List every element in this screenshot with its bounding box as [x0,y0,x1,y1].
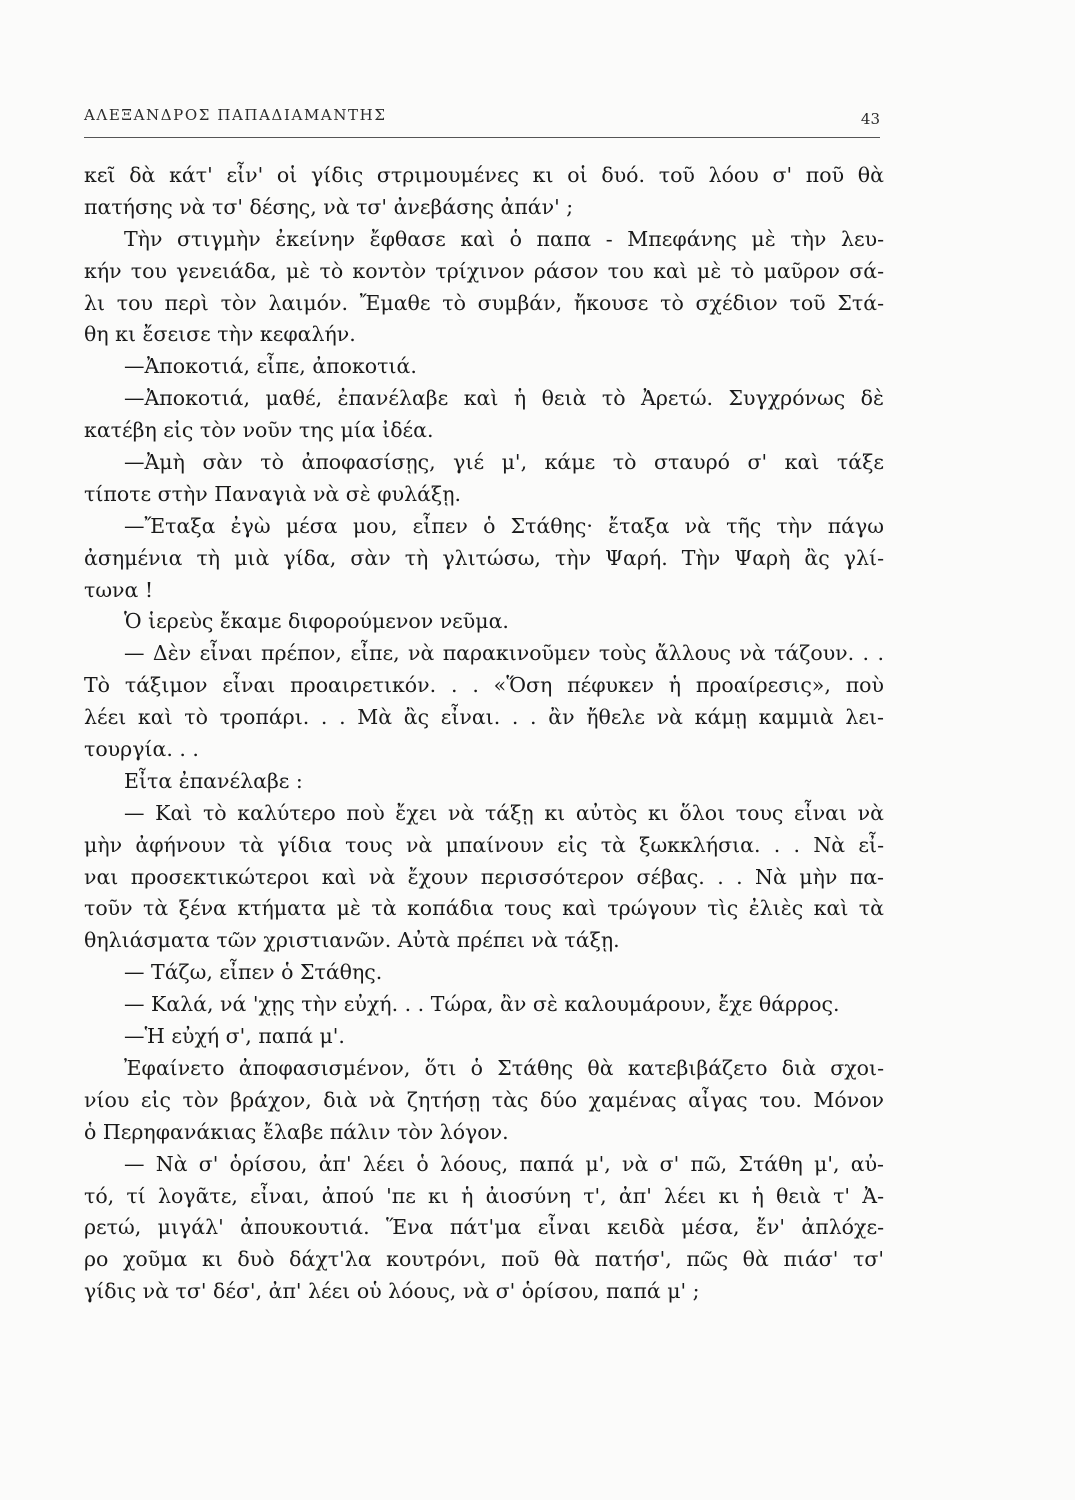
text-line: ρετώ, μιγάλ' ἀπουκουτιά. Ἕνα πάτ'μα εἶναι κειδὰ μέσα, ἔν' ἀπλόχε- [84,1215,884,1240]
text-line: τό, τί λογᾶτε, εἶναι, ἀπού 'πε κι ἡ ἀιοσύνη τ', ἀπ' λέει κι ἡ θειὰ τ' Ἀ- [84,1183,884,1208]
text-line: τοῦν τὰ ξένα κτήματα μὲ τὰ κοπάδια τους καὶ τρώγουν τὶς ἐλιὲς καὶ τὰ [84,896,884,921]
page-header [84,104,880,134]
text-line: — Καλά, νά 'χῃς τὴν εὐχή. . . Τώρα, ἂν σὲ καλουμάρουν, ἔχε θάρρος. [124,992,840,1017]
running-head: ΑΛΕΞΑΝΔΡΟΣ ΠΑΠΑΔΙΑΜΑΝΤΗΣ [84,106,387,124]
text-line: Ὁ ἱερεὺς ἔκαμε διφορούμενον νεῦμα. [124,609,509,634]
text-line: —Ἀμὴ σὰν τὸ ἀποφασίσῃς, γιέ μ', κάμε τὸ σταυρό σ' καὶ τάξε [124,450,884,475]
text-line: κεῖ δὰ κάτ' εἶν' οἱ γίδις στριμουμένες κι οἱ δυό. τοῦ λόου σ' ποῦ θὰ [84,163,884,187]
text-line: θηλιάσματα τῶν χριστιανῶν. Αὐτὰ πρέπει νὰ τάξῃ. [84,928,620,953]
text-line: Τὸ τάξιμον εἶναι προαιρετικόν. . . «Ὅση πέφυκεν ἡ προαίρεσις», ποὺ [84,673,884,698]
text-line: λι του περὶ τὸν λαιμόν. Ἔμαθε τὸ συμβάν, ἤκουσε τὸ σχέδιον τοῦ Στά- [84,290,884,315]
text-line: —Ἀποκοτιά, εἶπε, ἀποκοτιά. [124,354,417,379]
text-line: τωνα ! [84,577,154,602]
text-line: Ἐφαίνετο ἀποφασισμένον, ὅτι ὁ Στάθης θὰ κατεβιβάζετο διὰ σχοι- [124,1055,884,1080]
text-line: — Τάζω, εἶπεν ὁ Στάθης. [124,960,383,985]
text-line: — Νὰ σ' ὁρίσου, ἀπ' λέει ὁ λόους, παπά μ', νὰ σ' πῶ, Στάθη μ', αὐ- [124,1151,884,1176]
text-line: τίποτε στὴν Παναγιὰ νὰ σὲ φυλάξῃ. [84,481,462,506]
text-line: γίδις νὰ τσ' δέσ', ἀπ' λέει οὑ λόους, νὰ σ' ὁρίσου, παπά μ' ; [84,1279,700,1304]
text-line: Τὴν στιγμὴν ἐκείνην ἔφθασε καὶ ὁ παπα - Μπεφάνης μὲ τὴν λευ- [124,226,884,251]
page-number: 43 [860,110,880,128]
text-line: —Ἡ εὐχή σ', παπά μ'. [124,1024,345,1049]
text-line: —Ἔταξα ἐγὼ μέσα μου, εἶπεν ὁ Στάθης· ἔταξα νὰ τῆς τὴν πάγω [124,513,884,538]
text-line: κατέβη εἰς τὸν νοῦν της μία ἰδέα. [84,418,434,443]
text-line: ρο χοῦμα κι δυὸ δάχτ'λα κουτρόνι, ποῦ θὰ πατήσ', πῶς θὰ πιάσ' τσ' [84,1247,884,1272]
text-line: ἀσημένια τὴ μιὰ γίδα, σὰν τὴ γλιτώσω, τὴν Ψαρή. Τὴν Ψαρὴ ἂς γλί- [84,545,884,570]
text-line: πατήσης νὰ τσ' δέσης, νὰ τσ' ἀνεβάσης ἀπάν' ; [84,194,574,219]
text-line: ναι προσεκτικώτεροι καὶ νὰ ἔχουν περισσότερον σέβας. . . Νὰ μὴν πα- [84,864,884,889]
text-line: μὴν ἀφήνουν τὰ γίδια τους νὰ μπαίνουν εἰς τὰ ξωκκλήσια. . . Νὰ εἶ- [84,832,884,857]
body-text [84,160,884,1308]
text-line: ὁ Περηφανάκιας ἔλαβε πάλιν τὸν λόγον. [84,1119,509,1144]
header-rule [84,137,880,138]
text-line: Εἶτα ἐπανέλαβε : [124,768,303,793]
text-line: —Ἀποκοτιά, μαθέ, ἐπανέλαβε καὶ ἡ θειὰ τὸ Ἀρετώ. Συγχρόνως δὲ [124,386,884,411]
text-line: — Δὲν εἶναι πρέπον, εἶπε, νὰ παρακινοῦμεν τοὺς ἄλλους νὰ τάζουν. . . [124,641,884,666]
text-line: νίου εἰς τὸν βράχον, διὰ νὰ ζητήσῃ τὰς δύο χαμένας αἶγας του. Μόνον [84,1087,884,1112]
text-line: θη κι ἔσεισε τὴν κεφαλήν. [84,322,356,347]
text-line: — Καὶ τὸ καλύτερο ποὺ ἔχει νὰ τάξῃ κι αὐτὸς κι ὅλοι τους εἶναι νὰ [124,800,884,825]
text-line: τουργία. . . [84,737,199,762]
text-line: λέει καὶ τὸ τροπάρι. . . Μὰ ἂς εἶναι. . . ἂν ἤθελε νὰ κάμῃ καμμιὰ λει- [84,705,884,730]
text-line: κήν του γενειάδα, μὲ τὸ κοντὸν τρίχινον ράσον του καὶ μὲ τὸ μαῦρον σά- [84,258,884,283]
